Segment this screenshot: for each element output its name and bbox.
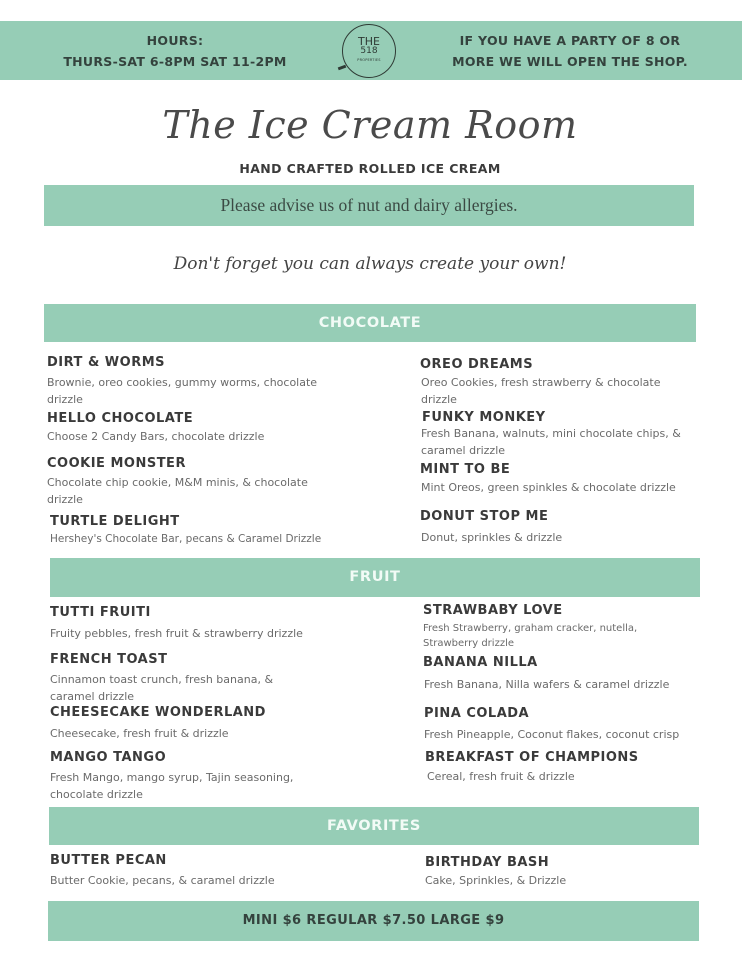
pricing-text: MINI $6 REGULAR $7.50 LARGE $9 [242,913,505,928]
menu-item-desc: Oreo Cookies, fresh strawberry & chocolate drizzle [421,376,661,406]
menu-item-desc: Mint Oreos, green spinkles & chocolate drizzle [421,481,676,494]
menu-item-desc: Cereal, fresh fruit & drizzle [427,770,575,783]
page-title: The Ice Cream Room [162,103,578,147]
logo-badge [342,24,396,78]
menu-item-name: PINA COLADA [424,706,530,721]
menu-item-desc: Fresh Banana, Nilla wafers & caramel drizzle [424,678,670,691]
party-notice [430,30,710,72]
menu-item-name: CHEESECAKE WONDERLAND [50,705,266,720]
hours-block [40,30,310,72]
logo-line2: 518 [360,46,378,56]
menu-item-name: DONUT STOP ME [420,509,549,524]
menu-item-name: FUNKY MONKEY [422,410,546,425]
menu-item-desc: Chocolate chip cookie, M&M minis, & chocolate drizzle [47,476,308,506]
menu-item-desc: Cinnamon toast crunch, fresh banana, & caramel drizzle [50,673,274,703]
menu-item-desc: Cheesecake, fresh fruit & drizzle [50,727,229,740]
section-title-chocolate: CHOCOLATE [318,315,422,331]
menu-item-name: BANANA NILLA [423,655,538,670]
menu-item-desc: Fresh Strawberry, graham cracker, nutella, Strawberry drizzle [423,623,638,649]
menu-item-name: BREAKFAST OF CHAMPIONS [425,750,639,765]
menu-item-name: COOKIE MONSTER [47,456,186,471]
menu-item-desc: Fresh Mango, mango syrup, Tajin seasoning, chocolate drizzle [50,771,294,801]
menu-item-name: TUTTI FRUITI [50,605,151,620]
logo-line1: THE [358,35,380,48]
menu-item-desc: Donut, sprinkles & drizzle [421,531,563,544]
menu-item-name: BIRTHDAY BASH [425,855,550,870]
section-title-fruit: FRUIT [349,569,401,585]
menu-item-name: TURTLE DELIGHT [50,514,180,529]
party-notice-line2: MORE WE WILL OPEN THE SHOP. [452,54,688,69]
menu-item-name: FRENCH TOAST [50,652,168,667]
menu-item-desc: Cake, Sprinkles, & Drizzle [425,874,567,887]
menu-item-name: STRAWBABY LOVE [423,603,563,618]
party-notice-line1: IF YOU HAVE A PARTY OF 8 OR [459,33,681,48]
hours-value: THURS-SAT 6-8PM SAT 11-2PM [63,54,287,69]
menu-item-name: OREO DREAMS [420,357,534,372]
menu-item-desc: Fresh Banana, walnuts, mini chocolate chips, & caramel drizzle [421,427,681,457]
menu-item-name: BUTTER PECAN [50,853,167,868]
menu-item-desc: Brownie, oreo cookies, gummy worms, chocolate drizzle [47,376,318,406]
menu-item-desc: Choose 2 Candy Bars, chocolate drizzle [47,430,265,443]
page-subtitle: HAND CRAFTED ROLLED ICE CREAM [239,161,501,176]
logo-line3: PROPERTIES [357,58,381,62]
allergy-notice: Please advise us of nut and dairy allergies. [220,195,518,215]
menu-item-name: MANGO TANGO [50,750,167,765]
hours-label: HOURS: [146,33,204,48]
section-title-favorites: FAVORITES [327,818,421,834]
menu-item-name: DIRT & WORMS [47,355,166,370]
menu-item-desc: Butter Cookie, pecans, & caramel drizzle [50,874,275,887]
menu-item-desc: Hershey's Chocolate Bar, pecans & Caramel Drizzle [50,533,322,545]
menu-item-desc: Fresh Pineapple, Coconut flakes, coconut crisp [424,728,680,741]
menu-item-name: HELLO CHOCOLATE [47,411,194,426]
menu-item-name: MINT TO BE [420,462,511,477]
tagline: Don't forget you can always create your own! [173,254,567,274]
menu-item-desc: Fruity pebbles, fresh fruit & strawberry drizzle [50,627,303,640]
